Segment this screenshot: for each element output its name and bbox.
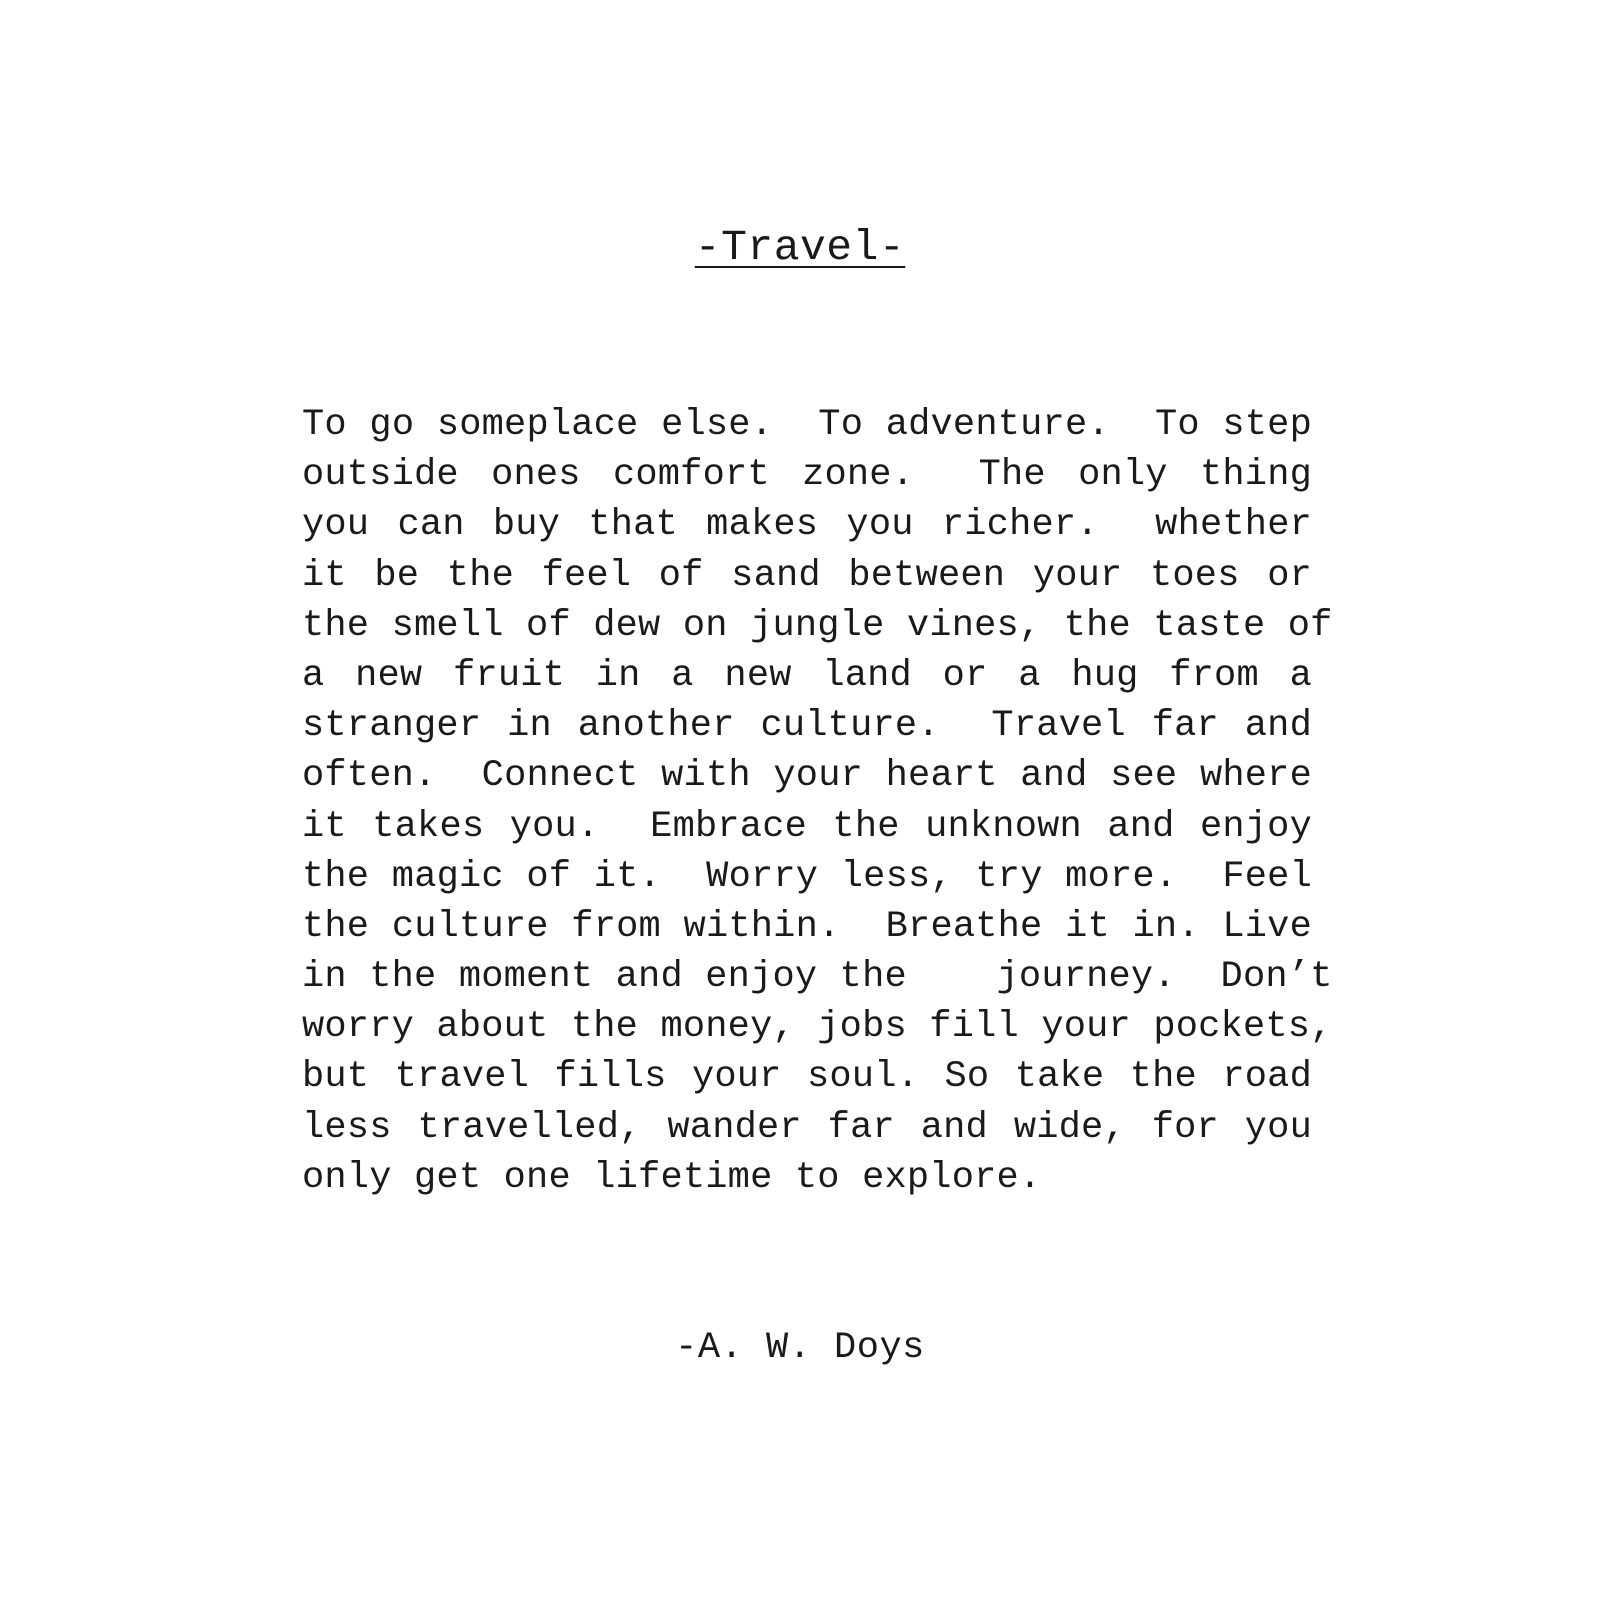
poem-title: -Travel- bbox=[694, 223, 906, 272]
poem-line: often. Connect with your heart and see where bbox=[302, 755, 1312, 798]
poem-line: the smell of dew on jungle vines, the taste of bbox=[302, 604, 1333, 647]
poem-body bbox=[302, 400, 1333, 1203]
poem-line: it be the feel of sand between your toes or bbox=[302, 554, 1312, 597]
poem-line: only get one lifetime to explore. bbox=[302, 1156, 1042, 1199]
poem-line: To go someplace else. To adventure. To step bbox=[302, 404, 1312, 446]
poem-line: worry about the money, jobs fill your pockets, bbox=[302, 1006, 1333, 1049]
poem-line: but travel fills your soul. So take the road bbox=[302, 1056, 1312, 1099]
poem-line: in the moment and enjoy the journey. Don’t bbox=[302, 956, 1333, 999]
poem-line: you can buy that makes you richer. whether bbox=[302, 504, 1312, 547]
poem-line: the culture from within. Breathe it in. Live bbox=[302, 905, 1312, 948]
poem-author: -A. W. Doys bbox=[675, 1327, 925, 1369]
poem-line: the magic of it. Worry less, try more. Feel bbox=[302, 855, 1312, 898]
poem-line: less travelled, wander far and wide, for you bbox=[302, 1106, 1312, 1149]
poem-line: stranger in another culture. Travel far and bbox=[302, 705, 1312, 748]
poem-line: it takes you. Embrace the unknown and enjoy bbox=[302, 805, 1312, 848]
poem-line: a new fruit in a new land or a hug from a bbox=[302, 654, 1312, 697]
poem-line: outside ones comfort zone. The only thing bbox=[302, 454, 1312, 497]
